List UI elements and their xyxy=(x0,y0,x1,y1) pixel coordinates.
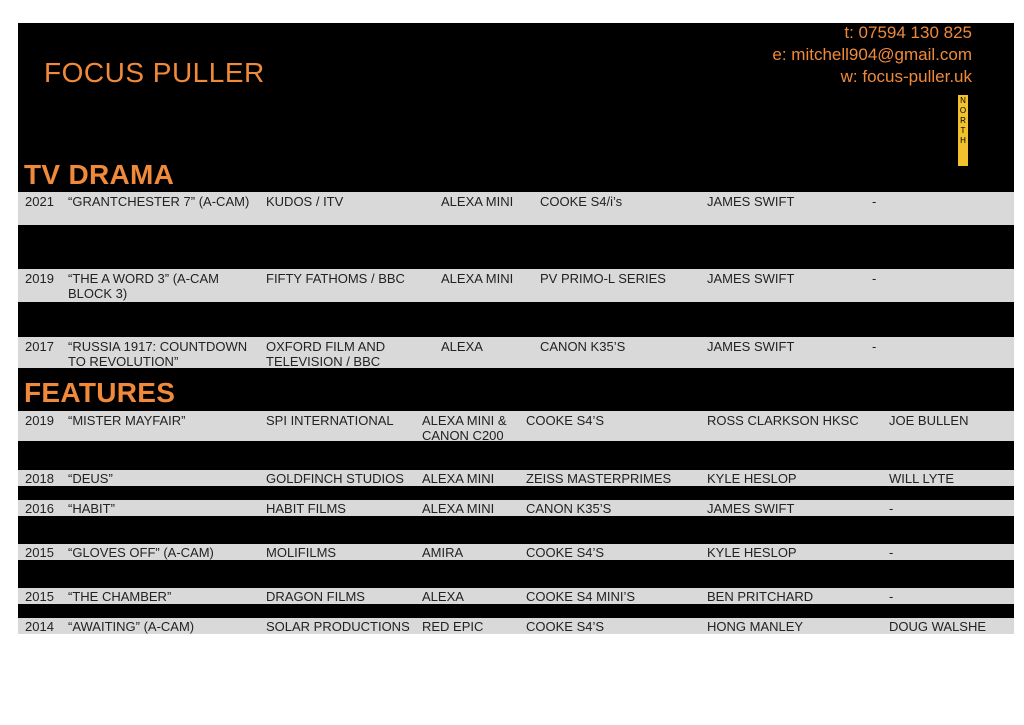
title-cell: “GLOVES OFF” (A-CAM) xyxy=(68,545,214,560)
dop-cell: JAMES SWIFT xyxy=(707,339,795,354)
other-cell: - xyxy=(872,194,877,209)
year-cell: 2019 xyxy=(25,271,54,286)
camera-cell: ALEXA xyxy=(422,589,464,604)
table-row xyxy=(18,544,1014,560)
title-cell: “MISTER MAYFAIR” xyxy=(68,413,186,428)
page-title: FOCUS PULLER xyxy=(44,57,265,88)
dop-cell: KYLE HESLOP xyxy=(707,545,797,560)
lenses-cell: COOKE S4 MINI’S xyxy=(526,589,636,604)
email-address: e: mitchell904@gmail.com xyxy=(772,45,972,64)
section-heading-tv-drama: TV DRAMA xyxy=(24,159,175,190)
year-cell: 2015 xyxy=(25,545,54,560)
lenses-cell: PV PRIMO-L SERIES xyxy=(540,271,666,286)
lenses-cell: CANON K35’S xyxy=(540,339,626,354)
logo-letter: R xyxy=(960,116,966,125)
year-cell: 2016 xyxy=(25,501,54,516)
lenses-cell: COOKE S4’S xyxy=(526,413,605,428)
title-cell: “THE A WORD 3” (A-CAM BLOCK 3) xyxy=(68,271,219,301)
lenses-cell: CANON K35’S xyxy=(526,501,612,516)
year-cell: 2017 xyxy=(25,339,54,354)
logo-letter: N xyxy=(960,96,966,105)
other-cell: JOE BULLEN xyxy=(889,413,969,428)
dop-cell: JAMES SWIFT xyxy=(707,271,795,286)
dop-cell: KYLE HESLOP xyxy=(707,471,797,486)
table-row xyxy=(18,470,1014,486)
other-cell: - xyxy=(889,545,894,560)
other-cell: DOUG WALSHE xyxy=(889,619,987,634)
title-cell: “GRANTCHESTER 7” (A-CAM) xyxy=(68,194,250,209)
camera-cell: ALEXA MINI xyxy=(422,501,495,516)
logo-letter: H xyxy=(960,136,966,145)
logo-letter: T xyxy=(960,126,966,135)
camera-cell: RED EPIC xyxy=(422,619,484,634)
other-cell: - xyxy=(889,589,894,604)
company-cell: DRAGON FILMS xyxy=(266,589,365,604)
website-url: w: focus-puller.uk xyxy=(840,67,972,86)
company-cell: MOLIFILMS xyxy=(266,545,337,560)
agency-logo xyxy=(958,95,968,166)
table-row xyxy=(18,588,1014,604)
title-cell: “AWAITING” (A-CAM) xyxy=(68,619,195,634)
table-row xyxy=(18,618,1014,634)
dop-cell: HONG MANLEY xyxy=(707,619,804,634)
table-row xyxy=(18,337,1014,368)
year-cell: 2021 xyxy=(25,194,54,209)
lenses-cell: COOKE S4/i’s xyxy=(540,194,623,209)
year-cell: 2019 xyxy=(25,413,54,428)
lenses-cell: COOKE S4’S xyxy=(526,545,605,560)
table-row xyxy=(18,500,1014,516)
logo-letter: O xyxy=(959,106,967,115)
table-row xyxy=(18,411,1014,441)
company-cell: GOLDFINCH STUDIOS xyxy=(266,471,404,486)
title-cell: “RUSSIA 1917: COUNTDOWN TO REVOLUTION” xyxy=(68,339,248,369)
company-cell: FIFTY FATHOMS / BBC xyxy=(266,271,405,286)
camera-cell: ALEXA MINI xyxy=(441,194,514,209)
camera-cell: ALEXA MINI xyxy=(441,271,514,286)
other-cell: WILL LYTE xyxy=(889,471,955,486)
year-cell: 2015 xyxy=(25,589,54,604)
year-cell: 2014 xyxy=(25,619,54,634)
title-cell: “THE CHAMBER” xyxy=(68,589,172,604)
camera-cell: ALEXA xyxy=(441,339,483,354)
dop-cell: JAMES SWIFT xyxy=(707,194,795,209)
company-cell: SOLAR PRODUCTIONS xyxy=(266,619,410,634)
other-cell: - xyxy=(872,339,877,354)
table-row xyxy=(18,192,1014,225)
other-cell: - xyxy=(889,501,894,516)
section-heading-features: FEATURES xyxy=(24,377,176,408)
dop-cell: JAMES SWIFT xyxy=(707,501,795,516)
title-cell: “HABIT” xyxy=(68,501,115,516)
dop-cell: ROSS CLARKSON HKSC xyxy=(707,413,859,428)
phone-number: t: 07594 130 825 xyxy=(844,23,972,42)
company-cell: SPI INTERNATIONAL xyxy=(266,413,394,428)
company-cell: OXFORD FILM AND TELEVISION / BBC xyxy=(266,339,386,369)
other-cell: - xyxy=(872,271,877,286)
year-cell: 2018 xyxy=(25,471,54,486)
lenses-cell: ZEISS MASTERPRIMES xyxy=(526,471,672,486)
dop-cell: BEN PRITCHARD xyxy=(707,589,814,604)
company-cell: HABIT FILMS xyxy=(266,501,346,516)
camera-cell: ALEXA MINI & CANON C200 xyxy=(422,413,507,443)
camera-cell: AMIRA xyxy=(422,545,464,560)
lenses-cell: COOKE S4’S xyxy=(526,619,605,634)
company-cell: KUDOS / ITV xyxy=(266,194,344,209)
table-row xyxy=(18,269,1014,302)
title-cell: “DEUS” xyxy=(68,471,113,486)
camera-cell: ALEXA MINI xyxy=(422,471,495,486)
cv-sheet xyxy=(18,23,1014,634)
